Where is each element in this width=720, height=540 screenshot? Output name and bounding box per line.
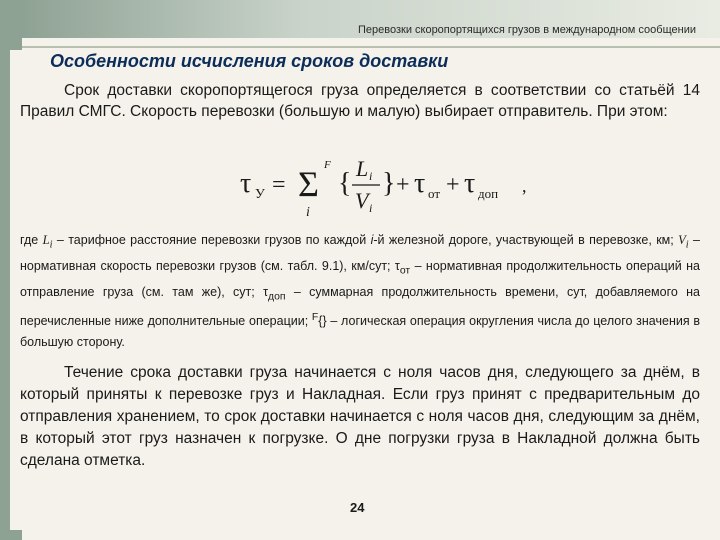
formula-numerator: L <box>356 156 369 181</box>
formula-tau: τ <box>240 168 252 199</box>
legend-text-7: {} – логическая операция округления числа до целого значения в большую сторону. <box>20 314 700 349</box>
legend-Vi-sub: i <box>685 239 689 251</box>
legend-tau-dop-sub: доп <box>268 291 286 303</box>
formula-svg <box>238 150 538 220</box>
legend-Li-sub: i <box>49 239 53 251</box>
formula-brace-open: { <box>338 168 352 199</box>
formula-brace-close: } <box>382 168 396 199</box>
header-divider <box>22 46 720 48</box>
legend-text-2: – тарифное расстояние перевозки грузов по каждой <box>52 233 371 247</box>
legend-i: i <box>370 233 374 247</box>
formula-tau-dop-sub: доп <box>478 186 499 201</box>
page-number: 24 <box>350 500 365 515</box>
legend-text-6: – суммарная продолжительность времени, сут, добавляемого на перечисленные ниже дополнительные операции; <box>20 285 700 329</box>
legend-tau-ot-sub: от <box>399 265 411 277</box>
legend-text-4: – нормативная скорость перевозки грузов (см. табл. 9.1), км/сут; <box>20 233 700 273</box>
formula-comma: , <box>522 176 527 196</box>
formula-tau-ot: τ <box>414 168 426 199</box>
delivery-time-formula <box>238 150 538 220</box>
legend-F: F <box>311 312 319 323</box>
formula-tau-dop: τ <box>464 168 476 199</box>
legend-Vi: V <box>678 233 686 247</box>
formula-denominator-sub: i <box>369 201 373 215</box>
legend-text-1: где <box>20 233 43 247</box>
formula-numerator-sub: i <box>369 169 373 183</box>
slide-title: Особенности исчисления сроков доставки <box>50 51 449 71</box>
formula-tau-ot-sub: от <box>428 186 441 201</box>
legend-Li: L <box>42 233 50 247</box>
header-title: Перевозки скоропортящихся грузов в международном сообщении <box>357 24 696 36</box>
paragraph-intro: Срок доставки скоропортящегося груза определяется в соответствии со статьёй 14 Правил СМГС. Скорость перевозки (большую и малую) выбирает отправитель. При этом: <box>20 82 700 120</box>
paragraph-legend <box>20 230 700 352</box>
legend-text-3: -й железной дороге, участвующей в перевозке, км; <box>373 233 679 247</box>
legend-tau-ot: τ <box>394 259 400 273</box>
formula-tau-sub: У <box>255 187 265 202</box>
formula-sum-sub: i <box>306 205 310 220</box>
formula-plus-2: + <box>446 172 460 198</box>
formula-plus-1: + <box>396 172 410 198</box>
legend-tau-dop: τ <box>263 285 269 299</box>
legend-text-5: – нормативная продолжительность операций на отправление груза (см. там же), сут; <box>20 259 700 299</box>
formula-sum: Σ <box>298 164 319 204</box>
paragraph-start-of-delivery: Течение срока доставки груза начинается с ноля часов дня, следующего за днём, в который приняты к перевозке груз и Накладная. Если груз принят с предварительным до отправления хранением, то срок доставки начинается с ноля часов дня, следующим за днём, в который этот груз назначен к погрузке. О дне погрузки груза в Накладной должна быть сделана отметка. <box>20 364 700 469</box>
formula-equals: = <box>272 172 286 198</box>
formula-denominator: V <box>355 188 369 213</box>
formula-sum-sup: F <box>324 159 331 171</box>
